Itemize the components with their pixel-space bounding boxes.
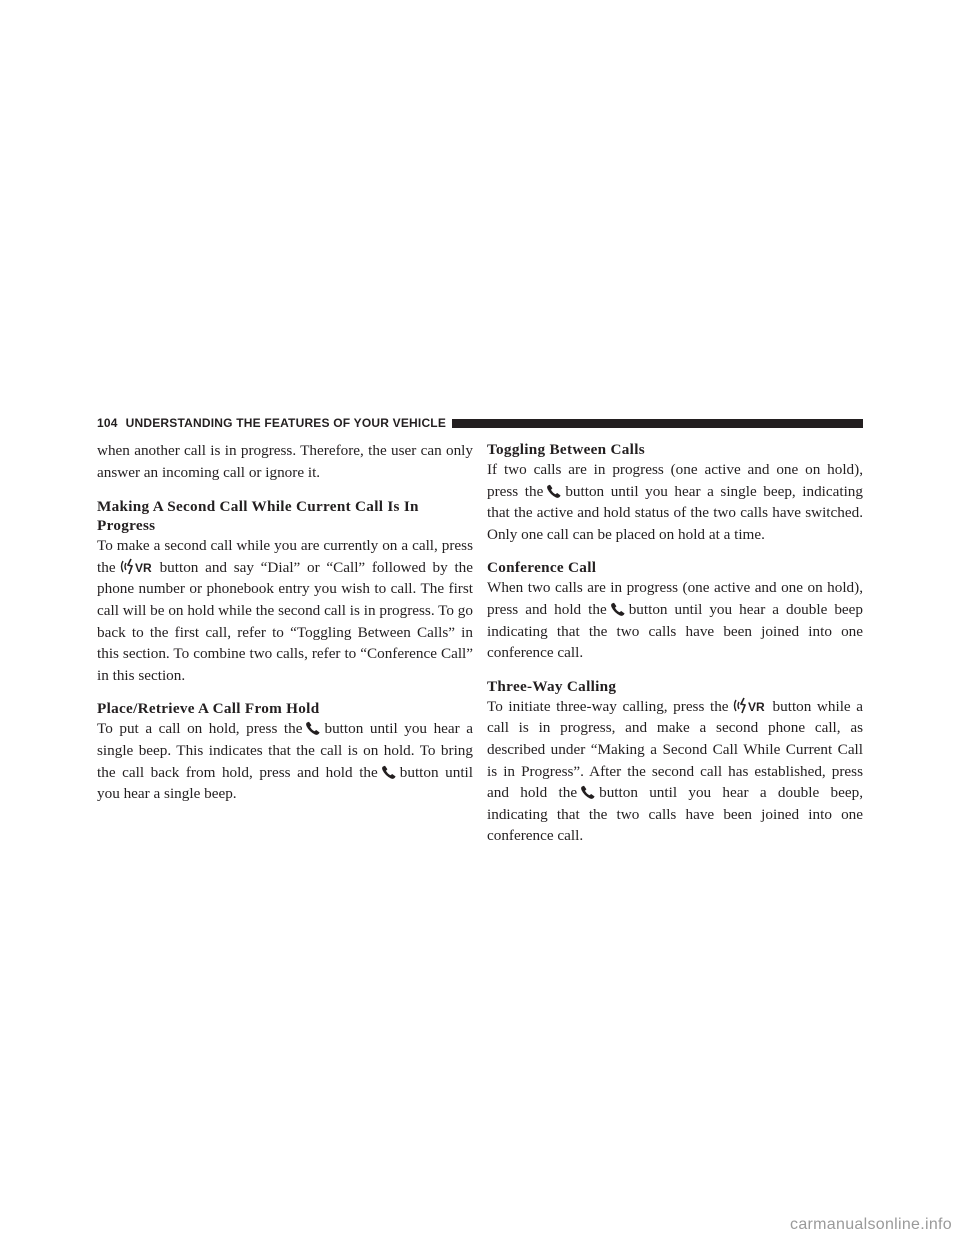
svg-text:VR: VR: [747, 699, 765, 714]
header-rule: [452, 419, 863, 428]
text-segment: button and say “Dial” or “Call” followed by the phone number or phonebook entry you wish to call. The first call will be on hold while the second call is in progress. To go back to the first call, refer to “Toggling Between Calls” in this section. To combine two calls, refer to “Conference Call” in this section.: [97, 558, 473, 684]
text-segment: button until you hear a single beep.: [97, 763, 473, 803]
text-segment: When two calls are in progress (one active and one on hold), press and hold the: [487, 579, 863, 618]
section-second-call: [97, 497, 473, 686]
page-header: [97, 415, 863, 431]
text-segment: button until you hear a double beep indicating that the two calls have been joined into one conference call.: [487, 600, 863, 662]
section-toggling: [487, 440, 863, 545]
section-three-way: [487, 677, 863, 847]
intro-paragraph: when another call is in progress. Therefore, the user can only answer an incoming call or ignore it.: [97, 442, 473, 481]
text-segment: To initiate three-way calling, press the: [487, 697, 729, 715]
left-column: [97, 440, 473, 818]
text-segment: button while a call is in progress, and make a second phone call, as described under “Making a Second Call While Current Call is in Progress”. After the second call has established, press and hold the: [487, 697, 864, 802]
phone-icon: [610, 602, 626, 617]
page-number: 104: [97, 416, 118, 430]
paragraph-second-call: [97, 535, 473, 686]
section-title: UNDERSTANDING THE FEATURES OF YOUR VEHICLE: [125, 416, 447, 430]
phone-icon: [546, 484, 562, 499]
svg-text:VR: VR: [134, 560, 152, 575]
heading-conference: Conference Call: [487, 559, 597, 577]
heading-second-call: Making A Second Call While Current Call Is In Progress: [97, 498, 419, 535]
paragraph-conference: [487, 577, 863, 663]
right-column: [487, 440, 863, 860]
phone-icon: [580, 785, 596, 800]
text-segment: button until you hear a single beep, indicating that the active and hold status of the two calls have switched. Only one call can be placed on hold at a time.: [487, 482, 863, 543]
paragraph-toggling: [487, 459, 863, 545]
phone-icon: [381, 765, 397, 780]
watermark: carmanualsonline.info: [790, 1216, 952, 1233]
paragraph-three-way: [487, 696, 863, 847]
text-segment: button until you hear a double beep, indicating that the two calls have been joined into one conference call.: [487, 784, 864, 845]
heading-hold: Place/Retrieve A Call From Hold: [97, 700, 320, 718]
text-segment: If two calls are in progress (one active and one on hold), press the: [487, 461, 863, 500]
section-hold: [97, 699, 473, 804]
voice-recognition-icon: [119, 558, 157, 575]
paragraph-hold: [97, 718, 473, 804]
text-segment: To make a second call while you are currently on a call, press the: [97, 537, 473, 576]
heading-toggling: Toggling Between Calls: [487, 441, 645, 458]
text-segment: button until you hear a single beep. This indicates that the call is on hold. To bring the call back from hold, press and hold the: [97, 720, 473, 781]
heading-three-way: Three-Way Calling: [487, 677, 617, 695]
text-segment: To put a call on hold, press the: [97, 720, 303, 738]
phone-icon: [305, 721, 321, 736]
section-conference: [487, 558, 863, 663]
voice-recognition-icon: [732, 697, 770, 714]
